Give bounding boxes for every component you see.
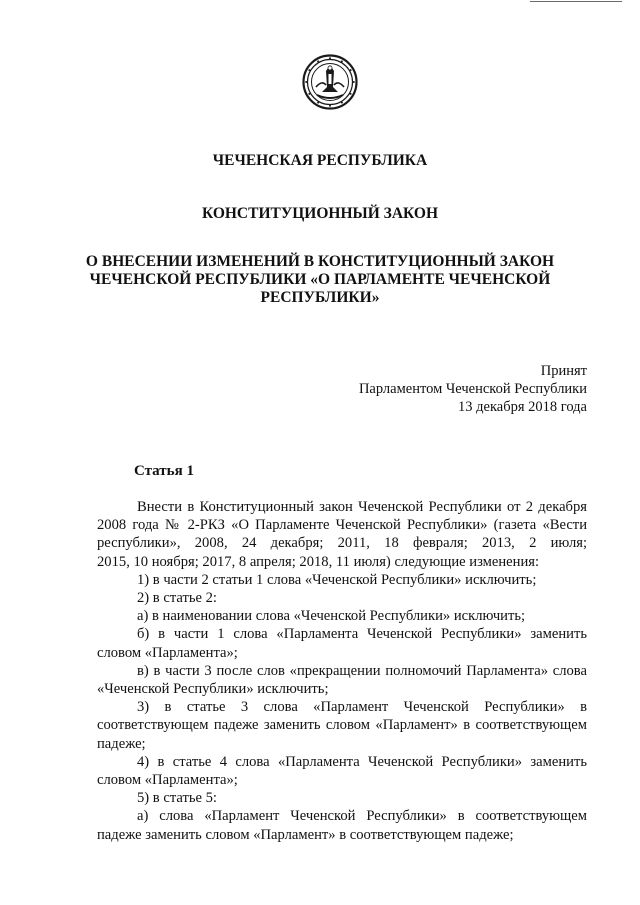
law-title-line: РЕСПУБЛИКИ» (260, 289, 380, 306)
adopted-by: Парламентом Чеченской Республики (358, 381, 587, 397)
text-line: 2008 года № 2-РКЗ «О Парламенте Чеченской Республики» (газета «Вести (97, 517, 587, 534)
list-item (97, 625, 587, 661)
adopted-date: 13 декабря 2018 года (458, 399, 587, 415)
list-item (97, 662, 587, 698)
article-intro (97, 498, 587, 571)
law-title (0, 253, 640, 307)
text-line: 2015, 10 ноября; 2017, 8 апреля; 2018, 11 июля) следующие изменения: (97, 553, 540, 570)
text-line: а) слова «Парламент Чеченской Республики» в соответствующем (137, 808, 587, 825)
law-title-line: ЧЕЧЕНСКОЙ РЕСПУБЛИКИ «О ПАРЛАМЕНТЕ ЧЕЧЕНСКОЙ (89, 271, 551, 288)
list-item (97, 607, 587, 625)
text-line: республики», 2008, 24 декабря; 2011, 18 февраля; 2013, 2 июля; (97, 535, 587, 552)
republic-heading: ЧЕЧЕНСКАЯ РЕСПУБЛИКА (212, 152, 428, 169)
text-line: 5) в статье 5: (137, 790, 217, 807)
list-item (97, 589, 587, 607)
list-item (97, 698, 587, 753)
law-type-heading: КОНСТИТУЦИОННЫЙ ЗАКОН (201, 205, 439, 222)
text-line: б) в части 1 слова «Парламента Чеченской Республики» заменить (137, 626, 587, 643)
list-item (97, 789, 587, 807)
list-item (97, 807, 587, 843)
text-line: 3) в статье 3 слова «Парламент Чеченской Республики» в (137, 699, 587, 716)
article-heading: Статья 1 (134, 463, 194, 479)
text-line: падеже; (97, 735, 146, 752)
law-title-line: О ВНЕСЕНИИ ИЗМЕНЕНИЙ В КОНСТИТУЦИОННЫЙ ЗАКОН (85, 253, 555, 270)
text-line: падеже заменить словом «Парламент» в соответствующем падеже; (97, 826, 514, 843)
text-line: Внести в Конституционный закон Чеченской Республики от 2 декабря (137, 499, 587, 515)
text-line: словом «Парламента»; (97, 644, 238, 661)
list-item (97, 753, 587, 789)
text-line: «Чеченской Республики» исключить; (97, 681, 329, 698)
article-body (97, 498, 587, 844)
list-item (97, 571, 587, 589)
adopted-word: Принят (540, 363, 587, 379)
text-line: словом «Парламента»; (97, 772, 238, 789)
text-line: а) в наименовании слова «Чеченской Республики» исключить; (137, 608, 526, 625)
text-line: 4) в статье 4 слова «Парламента Чеченской Республики» заменить (137, 753, 587, 770)
adoption-block (359, 362, 587, 416)
chechen-republic-emblem-icon (302, 54, 358, 110)
text-line: в) в части 3 после слов «прекращении полномочий Парламента» слова (137, 662, 587, 679)
text-line: соответствующем падеже заменить словом «Парламент» в соответствующем (97, 717, 587, 734)
top-edge-line (530, 1, 622, 2)
text-line: 2) в статье 2: (137, 590, 217, 607)
text-line: 1) в части 2 статьи 1 слова «Чеченской Республики» исключить; (137, 571, 537, 588)
